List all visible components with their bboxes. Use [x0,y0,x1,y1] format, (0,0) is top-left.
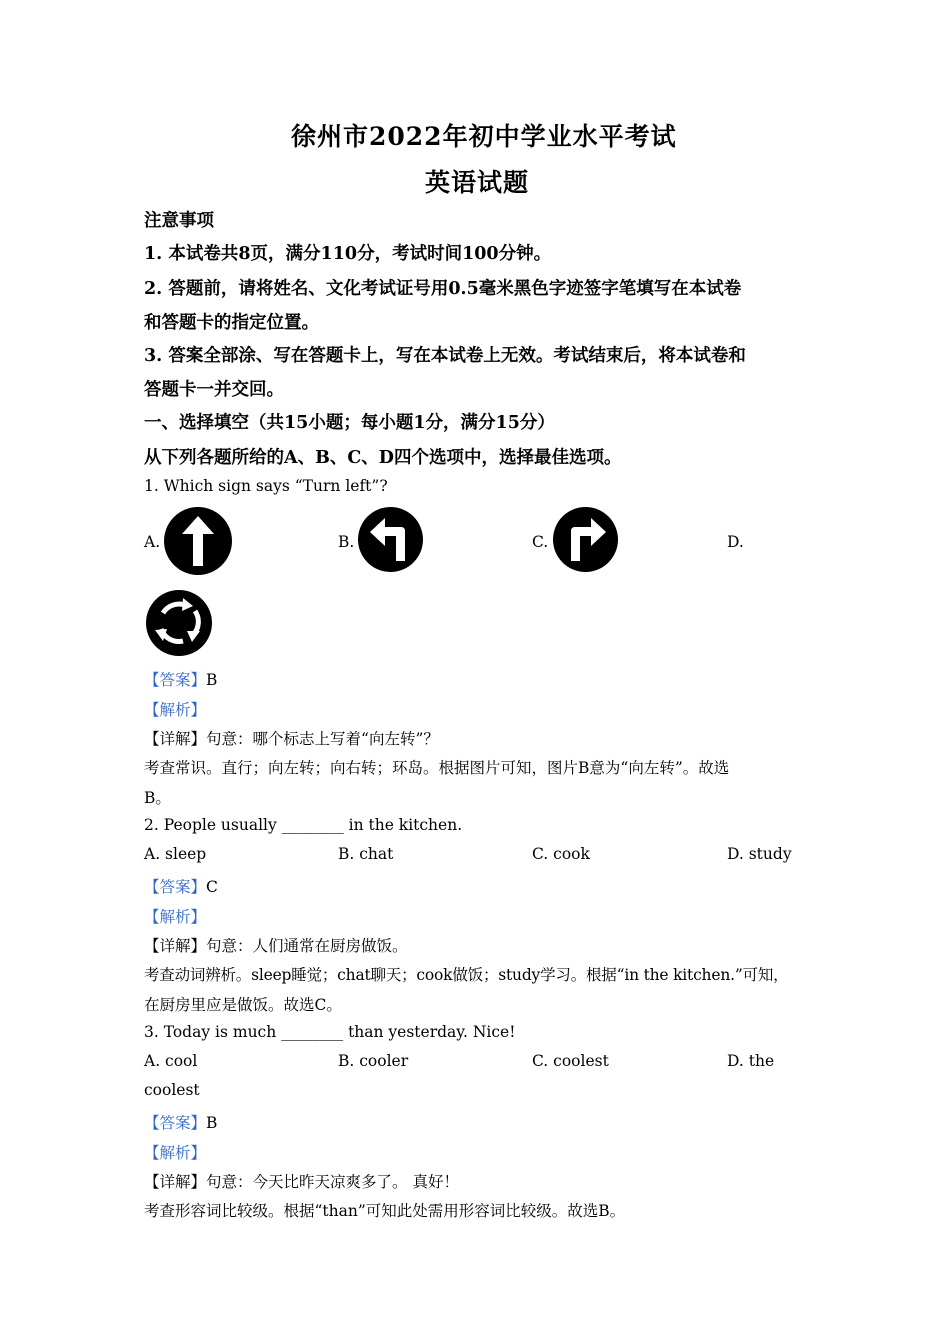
answer-tag: 【答案】 [144,878,207,896]
answer-value: C [206,878,218,896]
q2-option-a: A. sleep [144,845,207,863]
q3-detail [144,1170,459,1192]
q2-analysis-tag: 【解析】 [144,908,207,926]
q1-option-a-label: A. [144,533,161,551]
q3-option-d-wrap: coolest [144,1081,200,1099]
q3-analysis-tag: 【解析】 [144,1144,207,1162]
q3-option-d: D. the [727,1052,775,1070]
q1-option-c-label: C. [532,533,549,551]
q2-option-d: D. study [727,845,792,863]
answer-value: B [206,671,218,689]
q2-explain-line-1: 考查动词辨析。sleep睡觉；chat聊天；cook做饭；study学习。根据“in the kitchen.”可知， [144,966,789,984]
q3-option-c: C. coolest [532,1052,609,1070]
answer-value: B [206,1114,218,1132]
question-1-text: 1. Which sign says “Turn left”? [144,477,388,495]
section-heading: 一、选择填空（共15小题；每小题1分，满分15分） [144,413,555,433]
q1-explain-line-1: 考查常识。直行；向左转；向右转；环岛。根据图片可知，图片B意为“向左转”。故选 [144,759,730,777]
q2-explain-line-2: 在厨房里应是做饭。故选C。 [144,996,342,1014]
detail-text: 句意：哪个标志上写着“向左转”？ [206,730,439,748]
detail-tag: 【详解】 [144,937,207,955]
q3-answer [144,1111,217,1133]
question-3-text: 3. Today is much ________ than yesterday. Nice! [144,1023,516,1041]
roundabout-icon [145,589,213,657]
q3-option-b: B. cooler [338,1052,409,1070]
q2-answer [144,875,218,897]
q2-option-c: C. cook [532,845,590,863]
turn-right-arrow-icon [552,506,619,573]
q1-option-b-label: B. [338,533,355,551]
detail-text: 句意：人们通常在厨房做饭。 [206,937,408,955]
q1-answer [144,668,217,690]
section-instruction: 从下列各题所给的A、B、C、D四个选项中，选择最佳选项。 [144,448,622,468]
question-2-text: 2. People usually ________ in the kitchen. [144,816,463,834]
q1-detail [144,727,439,749]
exam-title: 徐州市2022年初中学业水平考试 [291,122,677,151]
turn-left-arrow-icon [357,506,424,573]
q3-explain-line-1: 考查形容词比较级。根据“than”可知此处需用形容词比较级。故选B。 [144,1202,626,1220]
notice-item-2-line-1: 2. 答题前，请将姓名、文化考试证号用0.5毫米黑色字迹签字笔填写在本试卷 [144,279,742,299]
notice-item-2-line-2: 和答题卡的指定位置。 [144,313,319,333]
answer-tag: 【答案】 [144,1114,207,1132]
detail-tag: 【详解】 [144,1173,207,1191]
detail-tag: 【详解】 [144,730,207,748]
q3-option-a: A. cool [144,1052,198,1070]
notice-item-3-line-2: 答题卡一并交回。 [144,380,284,400]
notice-item-3-line-1: 3. 答案全部涂、写在答题卡上，写在本试卷上无效。考试结束后，将本试卷和 [144,346,746,366]
q2-detail [144,934,408,956]
notice-item-1: 1. 本试卷共8页，满分110分，考试时间100分钟。 [144,244,552,264]
notice-heading: 注意事项 [144,211,214,231]
q1-analysis-tag: 【解析】 [144,701,207,719]
exam-subtitle: 英语试题 [425,168,530,197]
q2-option-b: B. chat [338,845,394,863]
answer-tag: 【答案】 [144,671,207,689]
q1-explain-line-2: B。 [144,789,171,807]
detail-text: 句意：今天比昨天凉爽多了。 真好！ [206,1173,459,1191]
q1-option-d-label: D. [727,533,744,551]
straight-arrow-icon [163,506,233,576]
